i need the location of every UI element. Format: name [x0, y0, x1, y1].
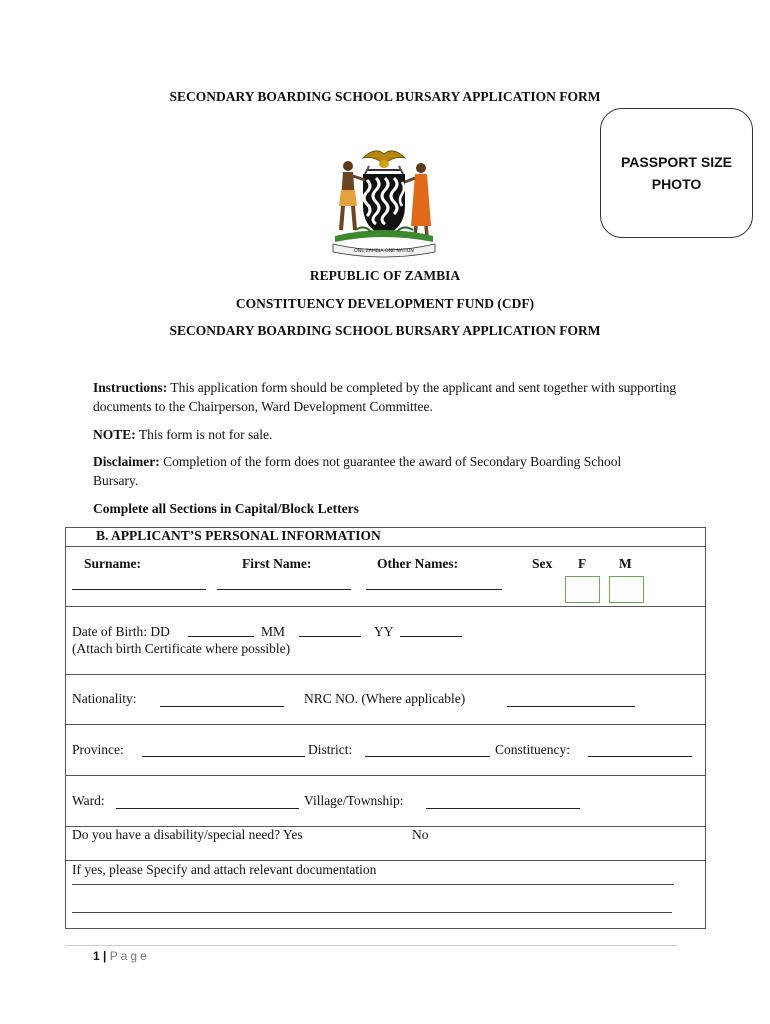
ward-label: Ward: [72, 793, 105, 808]
nationality-label: Nationality: [72, 691, 137, 706]
village-label: Village/Township: [304, 793, 404, 808]
male-label: M [619, 556, 632, 571]
dob-year-input[interactable] [400, 636, 462, 637]
section-b-heading: B. APPLICANT’S PERSONAL INFORMATION [96, 528, 381, 543]
zambia-coat-of-arms-icon [325, 144, 443, 260]
dob-month-input[interactable] [299, 636, 361, 637]
disclaimer-label: Disclaimer: [93, 454, 160, 469]
ward-input[interactable] [116, 808, 299, 809]
fund-title: CONSTITUENCY DEVELOPMENT FUND (CDF) [235, 296, 535, 311]
disability-question: Do you have a disability/special need? Yes [72, 827, 303, 842]
attach-birth-note: (Attach birth Certificate where possible) [72, 641, 291, 656]
specify-label: If yes, please Specify and attach relevant documentation [72, 862, 377, 877]
other-names-input[interactable] [366, 589, 502, 590]
female-label: F [578, 556, 587, 571]
dob-month-label: MM [261, 624, 286, 639]
divider [66, 724, 705, 725]
nrc-input[interactable] [507, 706, 635, 707]
first-name-input[interactable] [217, 589, 351, 590]
other-names-label: Other Names: [377, 556, 459, 571]
nrc-label: NRC NO. (Where applicable) [304, 691, 466, 706]
page-word: Page [109, 949, 150, 963]
specify-input-line-1[interactable] [72, 884, 674, 885]
dob-label: Date of Birth: DD [72, 624, 170, 639]
specify-input-line-2[interactable] [72, 912, 672, 913]
surname-label: Surname: [84, 556, 141, 571]
instructions-text: This application form should be completed by the applicant and sent together with supporting documents to the Chairperson, Ward Development Committee. [93, 380, 677, 414]
dob-year-label: YY [374, 624, 394, 639]
nationality-input[interactable] [160, 706, 284, 707]
disclaimer-text: Completion of the form does not guarantee the award of Secondary Boarding School Bursary. [93, 454, 622, 488]
surname-input[interactable] [72, 589, 206, 590]
note-text: This form is not for sale. [135, 427, 273, 442]
instructions-label: Instructions: [93, 380, 168, 395]
province-input[interactable] [142, 756, 305, 757]
divider [66, 674, 705, 675]
sex-male-checkbox[interactable] [609, 576, 644, 603]
coat-of-arms-motto: ONE ZAMBIA ONE NATION [354, 249, 414, 254]
constituency-input[interactable] [588, 756, 692, 757]
dob-day-input[interactable] [188, 636, 254, 637]
complete-all-instruction: Complete all Sections in Capital/Block Letters [93, 501, 359, 516]
district-input[interactable] [365, 756, 490, 757]
top-title: SECONDARY BOARDING SCHOOL BURSARY APPLICATION FORM [169, 89, 601, 104]
section-b-form [65, 527, 706, 929]
divider [66, 775, 705, 776]
page-number: 1 [93, 949, 100, 963]
divider [66, 860, 705, 861]
disability-no-option[interactable]: No [412, 827, 429, 842]
republic-title: REPUBLIC OF ZAMBIA [309, 268, 461, 283]
province-label: Province: [72, 742, 124, 757]
page-separator: | [99, 949, 110, 963]
disclaimer-paragraph [93, 452, 663, 490]
instructions-paragraph [93, 378, 683, 416]
district-label: District: [308, 742, 353, 757]
divider [66, 606, 705, 607]
note-label: NOTE: [93, 427, 136, 442]
village-input[interactable] [426, 808, 580, 809]
passport-photo-box[interactable] [600, 108, 753, 238]
passport-photo-label: PASSPORT SIZE PHOTO [621, 154, 732, 192]
footer-divider [65, 945, 677, 946]
page-footer [93, 949, 150, 963]
sex-label: Sex [532, 556, 553, 571]
first-name-label: First Name: [242, 556, 312, 571]
note-paragraph [93, 425, 683, 444]
sex-female-checkbox[interactable] [565, 576, 600, 603]
constituency-label: Constituency: [495, 742, 570, 757]
form-title: SECONDARY BOARDING SCHOOL BURSARY APPLICATION FORM [169, 323, 601, 338]
divider [66, 546, 705, 547]
